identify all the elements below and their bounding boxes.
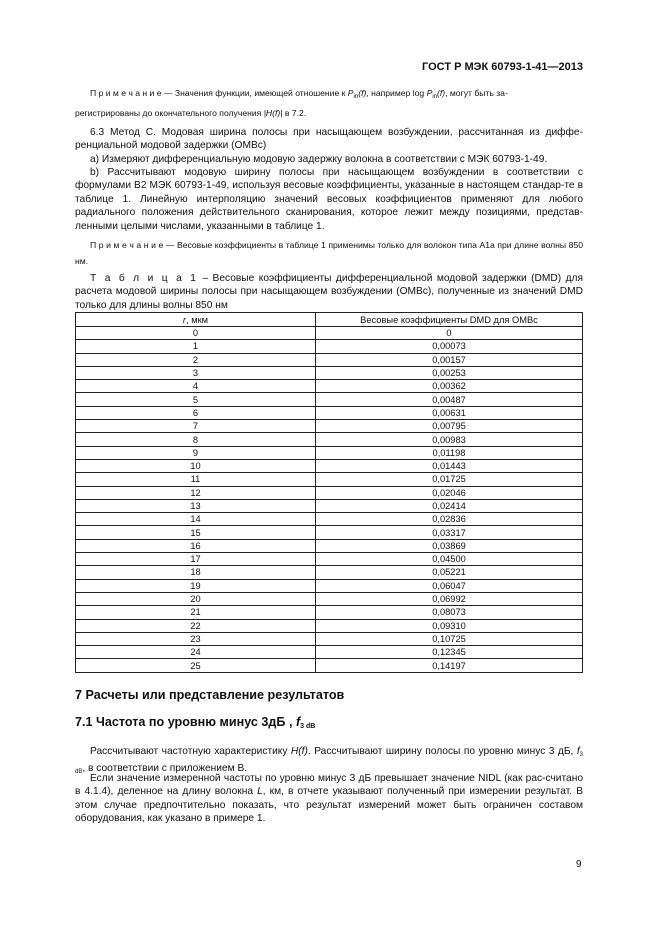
section-7-title: 7 Расчеты или представление результатов bbox=[75, 688, 345, 702]
cell-weight: 0,00795 bbox=[316, 420, 583, 433]
section-7-1-paragraph-2: Если значение измеренной частоты по уровню минус 3 дБ превышает значение NIDL (как рас-считано в 4.1.4), деленное на длину волокна L, км, в отчете указывают полученный при измерении результат. В этом случае предпочтительно показать, что результат измерений может быть ограничен составом оборудования, как указано в примере 1. bbox=[75, 773, 583, 825]
section-6-3-item-a: а) Измеряют дифференциальную модовую задержку волокна в соответствии с МЭК 60793-1-49. bbox=[90, 154, 548, 165]
cell-r: 1 bbox=[76, 340, 316, 353]
table-row bbox=[76, 526, 583, 539]
cell-r: 25 bbox=[76, 659, 316, 672]
cell-r: 15 bbox=[76, 526, 316, 539]
cell-weight: 0,08073 bbox=[316, 606, 583, 619]
cell-weight: 0,04500 bbox=[316, 553, 583, 566]
table-row bbox=[76, 327, 583, 340]
table-row bbox=[76, 433, 583, 446]
column-header-r: r, мкм bbox=[76, 313, 316, 327]
page-number: 9 bbox=[576, 859, 582, 870]
table-row bbox=[76, 473, 583, 486]
table-row bbox=[76, 606, 583, 619]
table-row bbox=[76, 420, 583, 433]
cell-weight: 0,06047 bbox=[316, 579, 583, 592]
table-row bbox=[76, 539, 583, 552]
table-header-row bbox=[76, 313, 583, 327]
cell-r: 21 bbox=[76, 606, 316, 619]
cell-weight: 0,00487 bbox=[316, 393, 583, 406]
cell-weight: 0,01443 bbox=[316, 459, 583, 472]
table-row bbox=[76, 380, 583, 393]
table-row bbox=[76, 366, 583, 379]
table-row bbox=[76, 632, 583, 645]
table-row bbox=[76, 646, 583, 659]
section-7-1-title: 7.1 Частота по уровню минус 3дБ , $f_{3 dB}$ bbox=[75, 715, 316, 730]
cell-weight: 0,02836 bbox=[316, 513, 583, 526]
cell-weight: 0,14197 bbox=[316, 659, 583, 672]
cell-r: 4 bbox=[76, 380, 316, 393]
cell-weight: 0,05221 bbox=[316, 566, 583, 579]
table-row bbox=[76, 659, 583, 672]
table-row bbox=[76, 486, 583, 499]
cell-r: 11 bbox=[76, 473, 316, 486]
cell-weight: 0,06992 bbox=[316, 592, 583, 605]
cell-r: 17 bbox=[76, 553, 316, 566]
document-header: ГОСТ Р МЭК 60793-1-41—2013 bbox=[422, 61, 583, 73]
cell-weight: 0,00983 bbox=[316, 433, 583, 446]
section-6-3-item-b: b) Рассчитывают модовую ширину полосы при насыщающем возбуждении в соответствии с формулами B2 МЭК 60793-1-49, используя весовые коэффициенты, указанные в настоящем стандар-те в таблице 1. Линейную интерполяцию значений весовых коэффициентов применяют для любого радиального положения действительного сканирования, которое лежит между позициями, представ-ленными целыми числами, указанными в таблице 1. bbox=[75, 167, 583, 232]
column-header-weights: Весовые коэффициенты DMD для OMBc bbox=[316, 313, 583, 327]
cell-r: 5 bbox=[76, 393, 316, 406]
note-label: П р и м е ч а н и е bbox=[90, 88, 162, 98]
cell-r: 19 bbox=[76, 579, 316, 592]
cell-weight: 0,03317 bbox=[316, 526, 583, 539]
cell-weight: 0,01725 bbox=[316, 473, 583, 486]
cell-r: 8 bbox=[76, 433, 316, 446]
section-6-3-intro: 6.3 Метод C. Модовая ширина полосы при насыщающем возбуждении, рассчитанная из диффе-ренциальной модовой задержки (OMBc) bbox=[75, 127, 583, 152]
cell-r: 14 bbox=[76, 513, 316, 526]
cell-weight: 0 bbox=[316, 327, 583, 340]
cell-weight: 0,03869 bbox=[316, 539, 583, 552]
cell-weight: 0,09310 bbox=[316, 619, 583, 632]
cell-r: 20 bbox=[76, 592, 316, 605]
table-row bbox=[76, 592, 583, 605]
table-row bbox=[76, 459, 583, 472]
cell-weight: 0,10725 bbox=[316, 632, 583, 645]
note-label: П р и м е ч а н и е bbox=[90, 240, 164, 250]
cell-weight: 0,01198 bbox=[316, 446, 583, 459]
cell-r: 13 bbox=[76, 499, 316, 512]
cell-weight: 0,12345 bbox=[316, 646, 583, 659]
table-row bbox=[76, 406, 583, 419]
cell-weight: 0,00631 bbox=[316, 406, 583, 419]
weights-table bbox=[75, 312, 583, 673]
cell-weight: 0,00157 bbox=[316, 353, 583, 366]
note-1: П р и м е ч а н и е — Значения функции, имеющей отношение к $P_{in}(f)$, например $\log P_{in}(f)$, могут быть за- регистрированы до окончательного получения |H(f)| в 7.2. bbox=[75, 88, 508, 118]
cell-weight: 0,02046 bbox=[316, 486, 583, 499]
table-row bbox=[76, 393, 583, 406]
cell-r: 18 bbox=[76, 566, 316, 579]
table-row bbox=[76, 579, 583, 592]
table-row bbox=[76, 340, 583, 353]
cell-weight: 0,00253 bbox=[316, 366, 583, 379]
cell-weight: 0,00073 bbox=[316, 340, 583, 353]
cell-r: 9 bbox=[76, 446, 316, 459]
section-7-1-paragraph-1: Рассчитывают частотную характеристику H(f). Рассчитывают ширину полосы по уровню минус 3 дБ, $f_{3 dB}$, в соответствии с приложением B. bbox=[75, 746, 583, 776]
cell-r: 0 bbox=[76, 327, 316, 340]
table-row bbox=[76, 513, 583, 526]
table-row bbox=[76, 499, 583, 512]
cell-r: 10 bbox=[76, 459, 316, 472]
table-caption: Т а б л и ц а 1 – Весовые коэффициенты дифференциальной модовой задержки (DMD) для расчета модовой ширины полосы при насыщающем возбуждении (OMBc), полученные из значений DMD только для длины волны 850 нм bbox=[75, 273, 583, 311]
cell-r: 23 bbox=[76, 632, 316, 645]
note-2: П р и м е ч а н и е — Весовые коэффициенты в таблице 1 применимы только для волокон типа A1a при длине волны 850 нм. bbox=[75, 240, 584, 266]
table-row bbox=[76, 566, 583, 579]
cell-r: 22 bbox=[76, 619, 316, 632]
table-row bbox=[76, 619, 583, 632]
table-row bbox=[76, 553, 583, 566]
cell-r: 2 bbox=[76, 353, 316, 366]
cell-r: 24 bbox=[76, 646, 316, 659]
cell-r: 3 bbox=[76, 366, 316, 379]
cell-weight: 0,02414 bbox=[316, 499, 583, 512]
cell-r: 16 bbox=[76, 539, 316, 552]
cell-r: 12 bbox=[76, 486, 316, 499]
cell-r: 7 bbox=[76, 420, 316, 433]
cell-weight: 0,00362 bbox=[316, 380, 583, 393]
cell-r: 6 bbox=[76, 406, 316, 419]
table-row bbox=[76, 446, 583, 459]
table-row bbox=[76, 353, 583, 366]
